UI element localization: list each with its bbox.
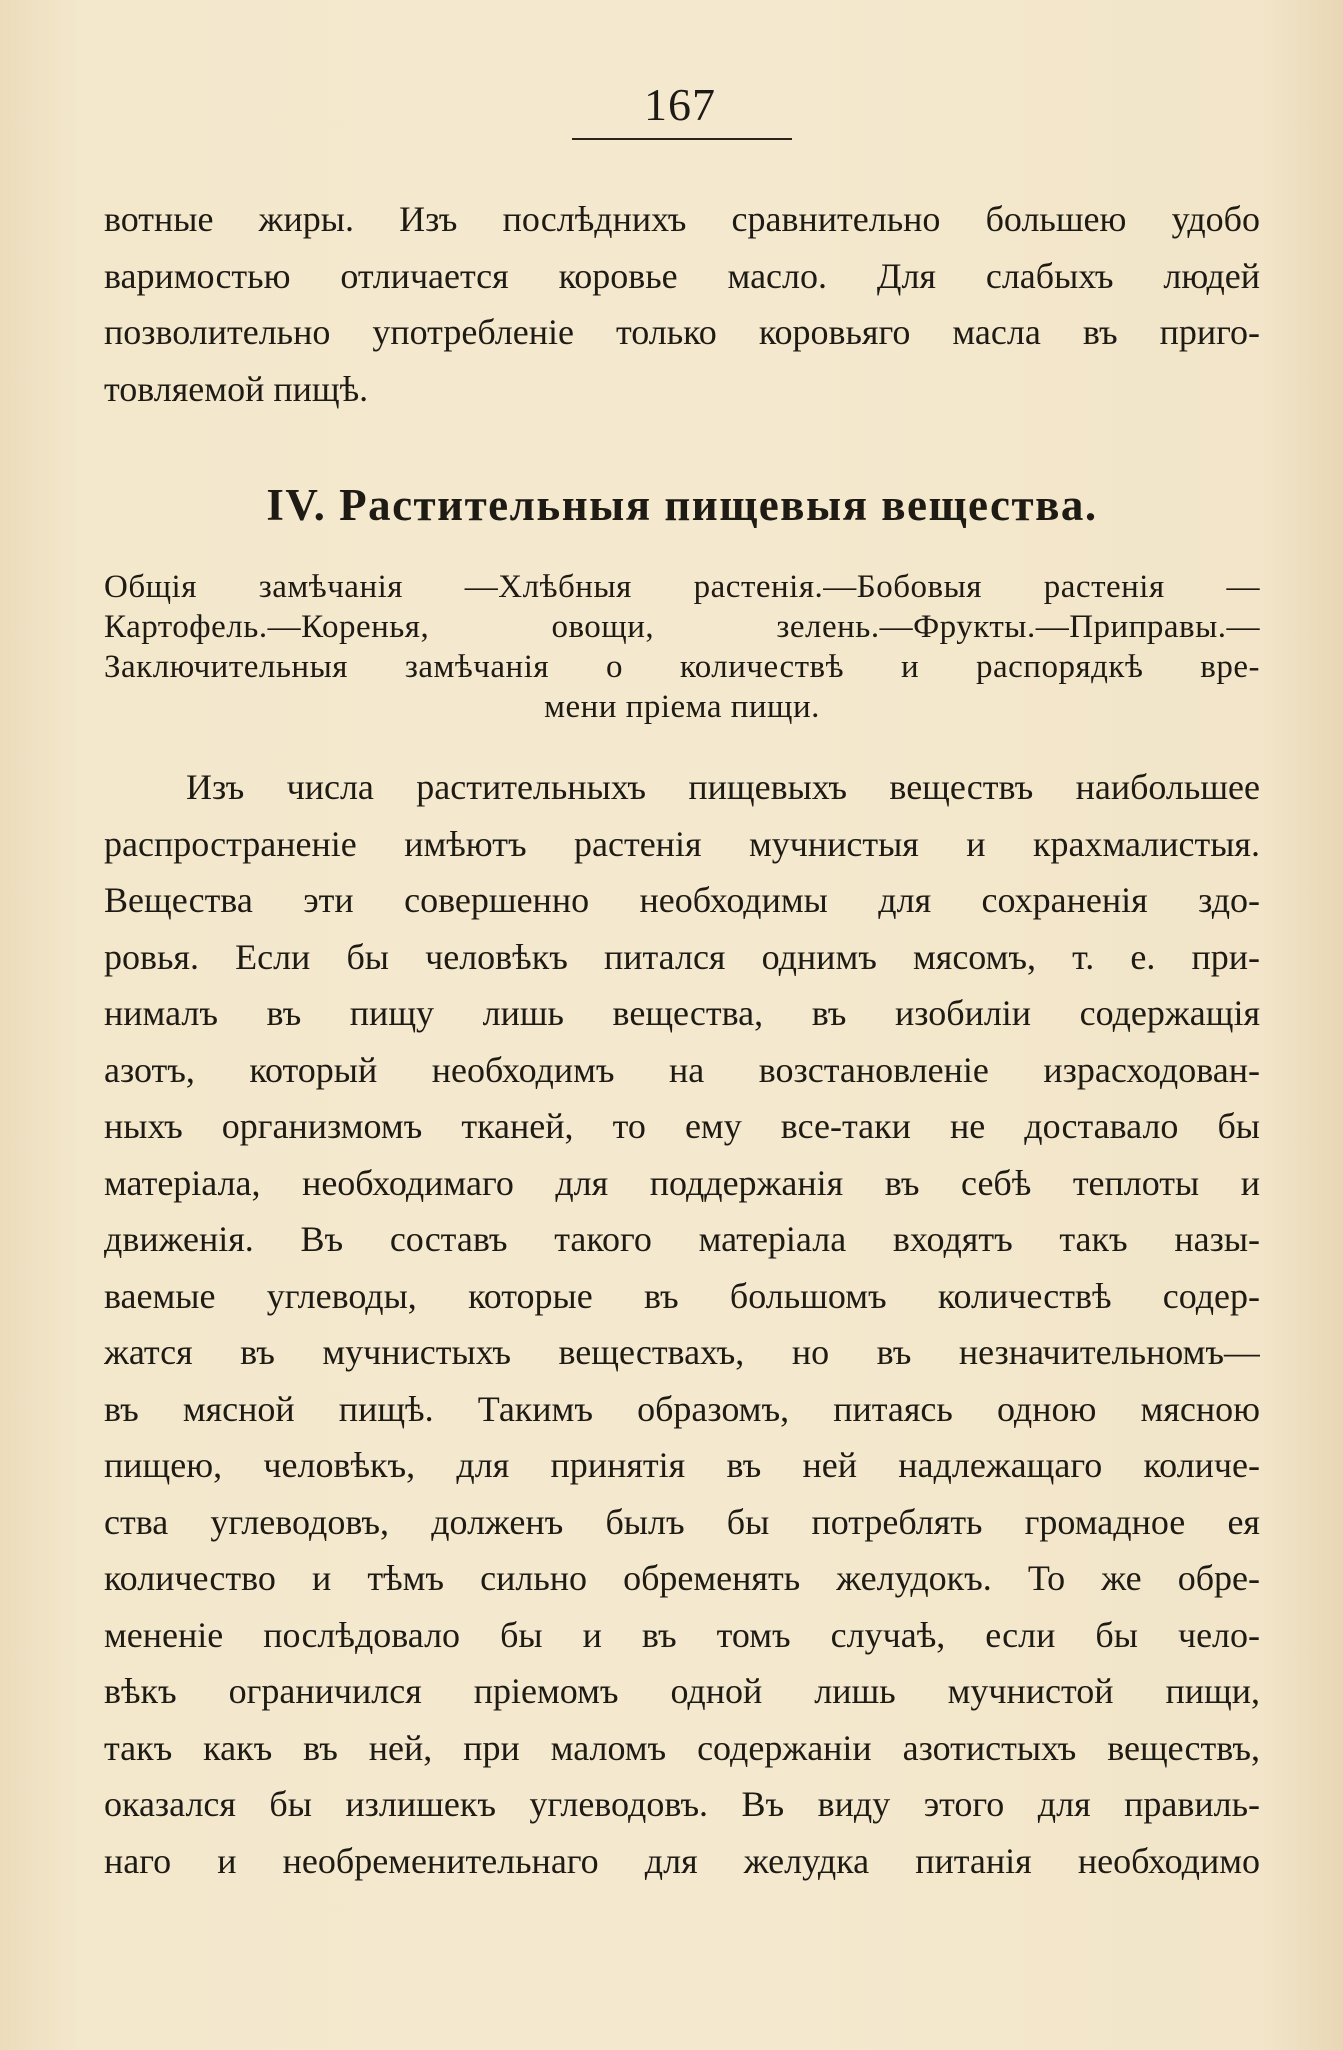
text-line: вѣкъ ограничился пріемомъ одной лишь мучнистой пищи, xyxy=(104,1671,1260,1711)
summary-line: мени пріема пищи. xyxy=(544,689,820,725)
text-line: ныхъ организмомъ тканей, то ему все-таки не доставало бы xyxy=(104,1106,1260,1146)
summary-line: Картофель.—Коренья, овощи, зелень.—Фрукты.—Приправы.— xyxy=(104,609,1260,645)
section-heading: IV. Растительныя пищевыя вещества. xyxy=(266,480,1098,530)
page-number: 167 xyxy=(644,79,716,130)
text-line: азотъ, который необходимъ на возстановленіе израсходован- xyxy=(104,1049,1260,1090)
text-line: ваемые углеводы, которые въ большомъ количествѣ содер- xyxy=(104,1275,1260,1316)
summary-line: Заключительныя замѣчанія о количествѣ и распорядкѣ вре- xyxy=(104,649,1260,685)
text-line: матеріала, необходимаго для поддержанія въ себѣ теплоты и xyxy=(104,1162,1260,1203)
text-line: товляемой пищѣ. xyxy=(104,368,369,409)
text-line: наго и необременительнаго для желудка питанія необходимо xyxy=(104,1840,1260,1881)
page-number-rule xyxy=(572,138,792,140)
text-line: ства углеводовъ, долженъ былъ бы потреблять громадное ея xyxy=(104,1501,1260,1542)
text-line: позволительно употребленіе только коровьяго масла въ приго- xyxy=(104,312,1260,352)
text-line: Изъ числа растительныхъ пищевыхъ веществъ наибольшее xyxy=(186,767,1260,807)
text-line: распространеніе имѣютъ растенія мучнистыя и крахмалистыя. xyxy=(104,823,1260,864)
text-line: мененіе послѣдовало бы и въ томъ случаѣ, если бы чело- xyxy=(104,1614,1260,1655)
section-summary xyxy=(104,567,1260,727)
text-line: жатся въ мучнистыхъ веществахъ, но въ незначительномъ— xyxy=(104,1332,1260,1372)
summary-line: Общія замѣчанія —Хлѣбныя растенія.—Бобовыя растенія — xyxy=(104,569,1260,605)
text-line: оказался бы излишекъ углеводовъ. Въ виду этого для правиль- xyxy=(104,1784,1260,1824)
text-line: пищею, человѣкъ, для принятія въ ней надлежащаго количе- xyxy=(104,1445,1260,1485)
text-line: Вещества эти совершенно необходимы для сохраненія здо- xyxy=(104,880,1260,920)
text-line: вотные жиры. Изъ послѣднихъ сравнительно большею удобо xyxy=(104,199,1260,239)
text-line: движенія. Въ составъ такого матеріала входятъ такъ назы- xyxy=(104,1219,1260,1259)
text-line: количество и тѣмъ сильно обременять желудокъ. То же обре- xyxy=(104,1558,1260,1598)
text-line: варимостью отличается коровье масло. Для слабыхъ людей xyxy=(104,255,1260,296)
text-line: нималъ въ пищу лишь вещества, въ изобиліи содержащія xyxy=(104,993,1260,1033)
text-line: ровья. Если бы человѣкъ питался однимъ мясомъ, т. е. при- xyxy=(104,936,1260,977)
continued-paragraph xyxy=(104,191,1260,417)
text-line: такъ какъ въ ней, при маломъ содержаніи азотистыхъ веществъ, xyxy=(104,1727,1260,1768)
text-line: въ мясной пищѣ. Такимъ образомъ, питаясь одною мясною xyxy=(104,1388,1260,1429)
main-paragraph xyxy=(104,759,1260,1889)
